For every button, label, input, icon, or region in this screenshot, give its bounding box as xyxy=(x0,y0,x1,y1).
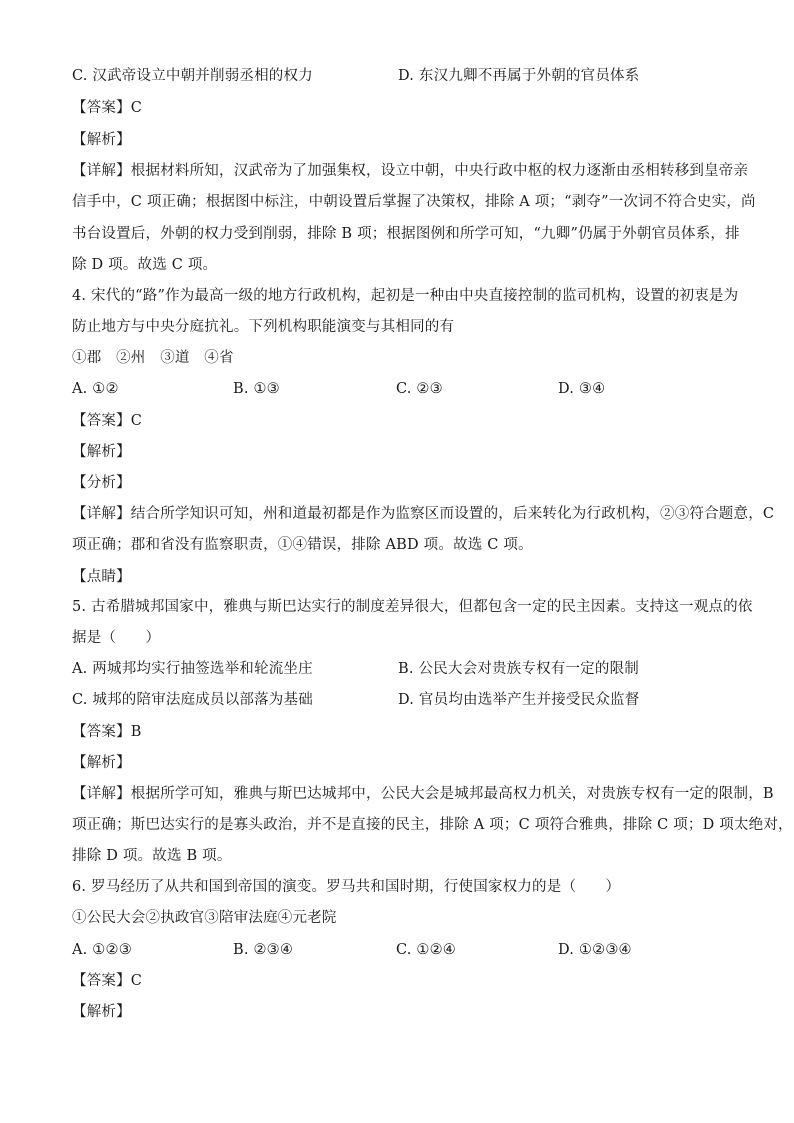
q4-fenxi-heading: 【分析】 xyxy=(72,475,131,491)
q5-analysis-heading: 【解析】 xyxy=(72,755,131,771)
q3-detail-line-2: 信手中，C 项正确；根据图中标注，中朝设置后掌握了决策权，排除 A 项；“剥夺”一次词不符合史实，尚 xyxy=(72,194,756,210)
q3-option-d: D. 东汉九卿不再属于外朝的官员体系 xyxy=(398,68,640,84)
q3-detail-line-3: 书台设置后，外朝的权力受到削弱，排除 B 项；根据图例和所学可知，“九卿”仍属于外朝官员体系，排 xyxy=(72,226,740,242)
q3-answer: 【答案】C xyxy=(72,100,143,116)
q5-option-b: B. 公民大会对贵族专权有一定的限制 xyxy=(398,661,639,677)
q4-analysis-heading: 【解析】 xyxy=(72,444,131,460)
q5-answer: 【答案】B xyxy=(72,724,142,740)
q4-option-c: C. ②③ xyxy=(396,381,443,397)
q4-option-b: B. ①③ xyxy=(233,381,280,397)
q6-stem: 6. 罗马经历了从共和国到帝国的演变。罗马共和国时期，行使国家权力的是（ ） xyxy=(72,879,621,895)
q5-stem-line-1: 5. 古希腊城邦国家中，雅典与斯巴达实行的制度差异很大，但都包含一定的民主因素。支持这一观点的依 xyxy=(72,599,753,615)
q5-option-a: A. 两城邦均实行抽签选举和轮流坐庄 xyxy=(72,661,313,677)
q5-option-d: D. 官员均由选举产生并接受民众监督 xyxy=(398,692,640,708)
q6-option-b: B. ②③④ xyxy=(233,942,294,958)
q4-stem-line-2: 防止地方与中央分庭抗礼。下列机构职能演变与其相同的有 xyxy=(72,319,455,335)
q4-detail-line-1: 【详解】结合所学知识可知，州和道最初都是作为监察区而设置的，后来转化为行政机构，②③符合题意，C xyxy=(72,506,775,522)
q3-option-c: C. 汉武帝设立中朝并削弱丞相的权力 xyxy=(72,68,313,84)
q5-detail-line-2: 项正确；斯巴达实行的是寡头政治，并不是直接的民主，排除 A 项；C 项符合雅典，排除 C 项；D 项太绝对， xyxy=(72,817,793,833)
q3-detail-line-1: 【详解】根据材料所知，汉武帝为了加强集权，设立中朝，中央行政中枢的权力逐渐由丞相转移到皇帝亲 xyxy=(72,163,749,179)
q3-detail-line-4: 除 D 项。故选 C 项。 xyxy=(72,257,218,273)
q6-analysis-heading: 【解析】 xyxy=(72,1004,131,1020)
q3-analysis-heading: 【解析】 xyxy=(72,132,131,148)
q5-option-c: C. 城邦的陪审法庭成员以部落为基础 xyxy=(72,692,313,708)
q4-detail-line-2: 项正确；郡和省没有监察职责，①④错误，排除 ABD 项。故选 C 项。 xyxy=(72,537,533,553)
q4-items: ①郡 ②州 ③道 ④省 xyxy=(72,350,234,366)
q6-option-c: C. ①②④ xyxy=(396,942,456,958)
q5-detail-line-1: 【详解】根据所学可知，雅典与斯巴达城邦中，公民大会是城邦最高权力机关，对贵族专权有一定的限制，B xyxy=(72,786,774,802)
q6-option-d: D. ①②③④ xyxy=(558,942,632,958)
q4-stem-line-1: 4. 宋代的“路”作为最高一级的地方行政机构，起初是一种由中央直接控制的监司机构，设置的初衷是为 xyxy=(72,288,739,304)
q4-answer: 【答案】C xyxy=(72,413,143,429)
q5-stem-line-2: 据是（ ） xyxy=(72,630,161,646)
q4-option-d: D. ③④ xyxy=(558,381,606,397)
q5-detail-line-3: 排除 D 项。故选 B 项。 xyxy=(72,848,232,864)
q4-dianjing-heading: 【点睛】 xyxy=(72,569,131,585)
q6-items: ①公民大会②执政官③陪审法庭④元老院 xyxy=(72,910,337,926)
q4-option-a: A. ①② xyxy=(72,381,119,397)
q6-option-a: A. ①②③ xyxy=(72,942,132,958)
q6-answer: 【答案】C xyxy=(72,973,143,989)
